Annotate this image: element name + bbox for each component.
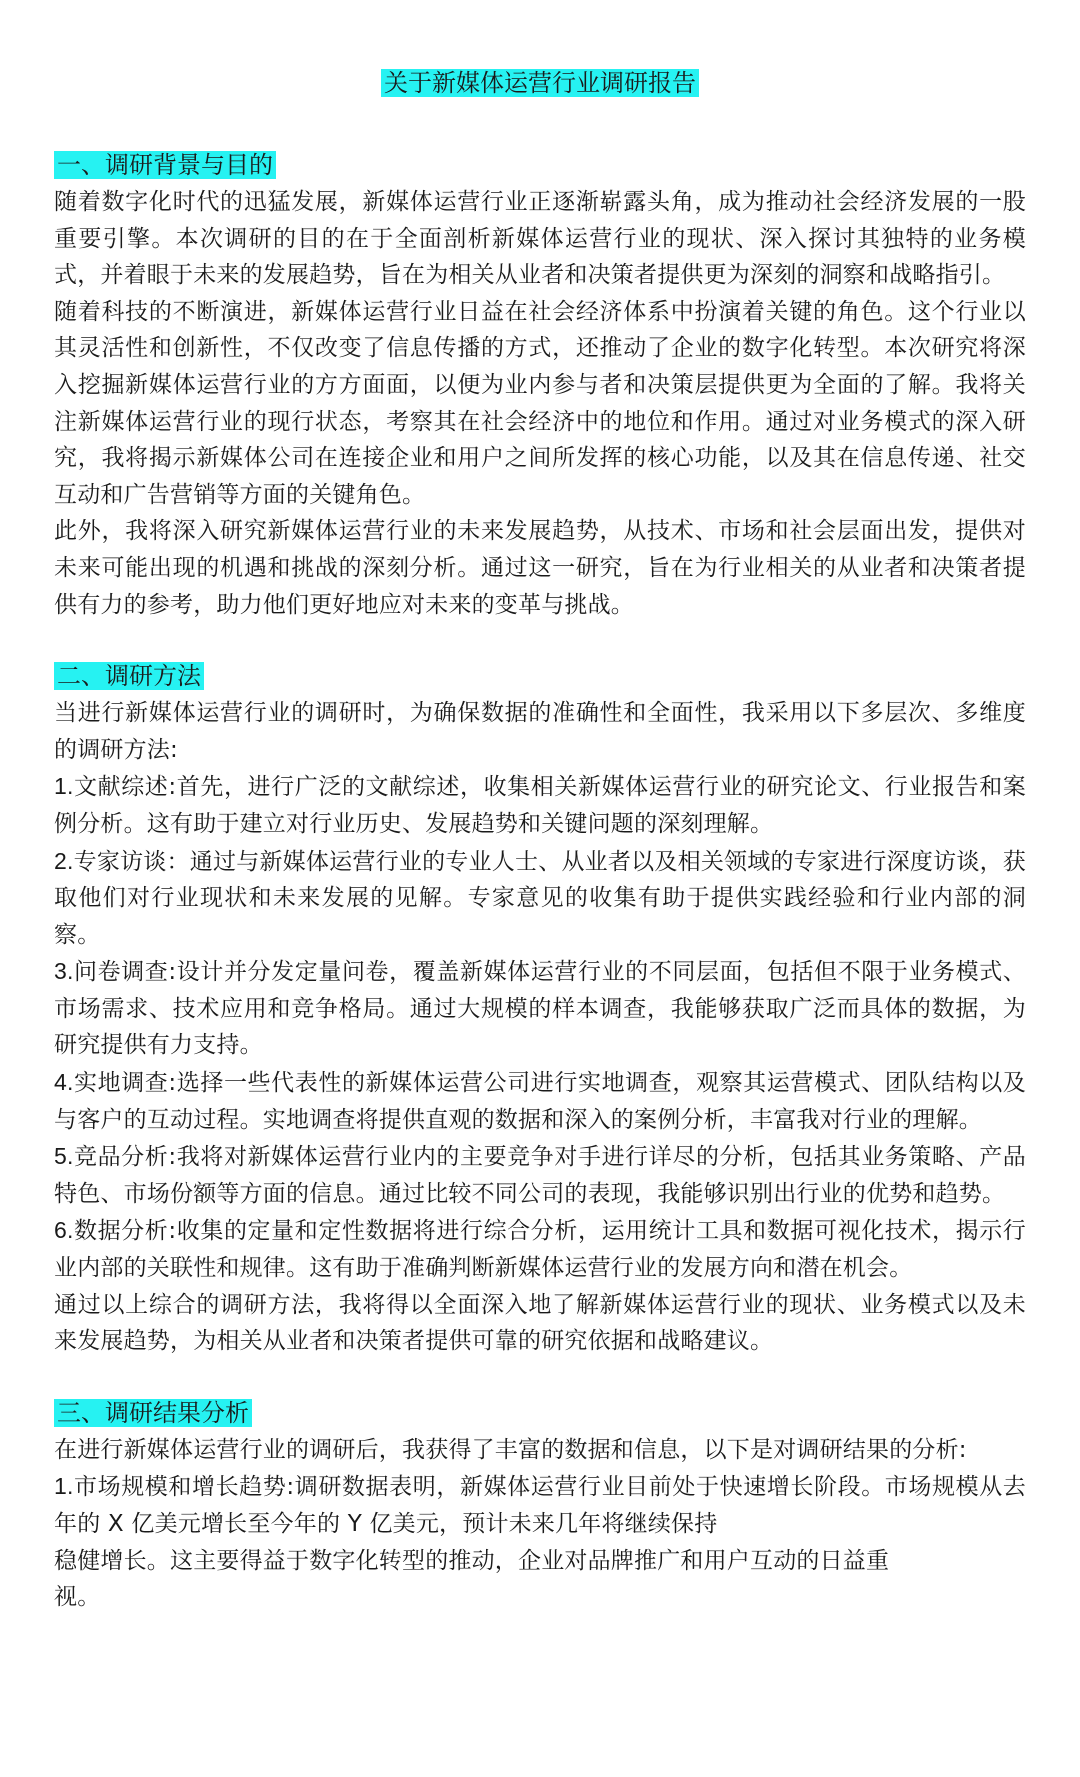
document-title-row [54,66,1026,100]
list-text: 文献综述:首先，进行广泛的文献综述，收集相关新媒体运营行业的研究论文、行业报告和案例分析。这有助于建立对行业历史、发展趋势和关键问题的深刻理解。 [54,774,1026,837]
section-heading [54,659,1026,693]
list-text-line: 视。 [54,1584,101,1611]
paragraph: 随着科技的不断演进，新媒体运营行业日益在社会经济体系中扮演着关键的角色。这个行业以其灵活性和创新性，不仅改变了信息传播的方式，还推动了企业的数字化转型。本次研究将深入挖掘新媒体运营行业的方方面面，以便为业内参与者和决策层提供更为全面的了解。我将关注新媒体运营行业的现行状态，考察其在社会经济中的地位和作用。通过对业务模式的深入研究，我将揭示新媒体公司在连接企业和用户之间所发挥的核心功能，以及其在信息传递、社交互动和广告营销等方面的关键角色。 [54,298,1026,508]
list-text-line: 稳健增长。这主要得益于数字化转型的推动，企业对品牌推广和用户互动的日益重 [54,1547,890,1574]
list-item [54,1138,1026,1212]
paragraph: 当进行新媒体运营行业的调研时，为确保数据的准确性和全面性，我采用以下多层次、多维度的调研方法: [54,700,1026,763]
list-number: 4. [54,1069,74,1096]
list-item [54,1064,1026,1138]
section-heading-text: 二、调研方法 [54,662,204,690]
closing-paragraph: 通过以上综合的调研方法，我将得以全面深入地了解新媒体运营行业的现状、业务模式以及未来发展趋势，为相关从业者和决策者提供可靠的研究依据和战略建议。 [54,1291,1026,1355]
list-text: 数据分析:收集的定量和定性数据将进行综合分析，运用统计工具和数据可视化技术，揭示行业内部的关联性和规律。这有助于准确判断新媒体运营行业的发展方向和潜在机会。 [54,1218,1026,1282]
section-results [54,1396,1026,1616]
document-title: 关于新媒体运营行业调研报告 [381,69,699,97]
list-text-line: 市场规模和增长趋势:调研数据表明，新媒体运营行业目前处于快速增长阶段。市场规模从去年的 X 亿美元增长至今年的 Y 亿美元，预计未来几年将继续保持 [54,1474,1026,1537]
list-number: 1. [54,1473,74,1500]
section-background [54,148,1026,623]
section-heading-text: 三、调研结果分析 [54,1399,252,1427]
list-item [54,1468,1026,1615]
list-number: 5. [54,1143,74,1170]
section-heading [54,148,1026,182]
list-item [54,953,1026,1064]
list-number: 3. [54,958,74,985]
list-number: 1. [54,773,74,800]
paragraph: 此外，我将深入研究新媒体运营行业的未来发展趋势，从技术、市场和社会层面出发，提供对未来可能出现的机遇和挑战的深刻分析。通过这一研究，旨在为行业相关的从业者和决策者提供有力的参考，助力他们更好地应对未来的变革与挑战。 [54,518,1026,618]
section-methods [54,659,1026,1360]
paragraph: 在进行新媒体运营行业的调研后，我获得了丰富的数据和信息，以下是对调研结果的分析: [54,1436,967,1463]
list-number: 6. [54,1217,74,1244]
section-heading-text: 一、调研背景与目的 [54,151,276,179]
section-heading [54,1396,1026,1430]
list-number: 2. [54,847,74,874]
paragraph: 随着数字化时代的迅猛发展，新媒体运营行业正逐渐崭露头角，成为推动社会经济发展的一股重要引擎。本次调研的目的在于全面剖析新媒体运营行业的现状、深入探讨其独特的业务模式，并着眼于未来的发展趋势，旨在为相关从业者和决策者提供更为深刻的洞察和战略指引。 [54,189,1026,289]
list-text: 竞品分析:我将对新媒体运营行业内的主要竞争对手进行详尽的分析，包括其业务策略、产品特色、市场份额等方面的信息。通过比较不同公司的表现，我能够识别出行业的优势和趋势。 [54,1144,1026,1207]
list-item [54,768,1026,842]
list-text: 实地调查:选择一些代表性的新媒体运营公司进行实地调查，观察其运营模式、团队结构以及与客户的互动过程。实地调查将提供直观的数据和深入的案例分析，丰富我对行业的理解。 [54,1070,1026,1133]
list-item [54,843,1026,954]
list-item [54,1212,1026,1286]
list-text: 问卷调查:设计并分发定量问卷，覆盖新媒体运营行业的不同层面，包括但不限于业务模式、市场需求、技术应用和竞争格局。通过大规模的样本调查，我能够获取广泛而具体的数据，为研究提供有力支持。 [54,959,1026,1059]
list-text: 专家访谈：通过与新媒体运营行业的专业人士、从业者以及相关领域的专家进行深度访谈，获取他们对行业现状和未来发展的见解。专家意见的收集有助于提供实践经验和行业内部的洞察。 [54,848,1026,948]
